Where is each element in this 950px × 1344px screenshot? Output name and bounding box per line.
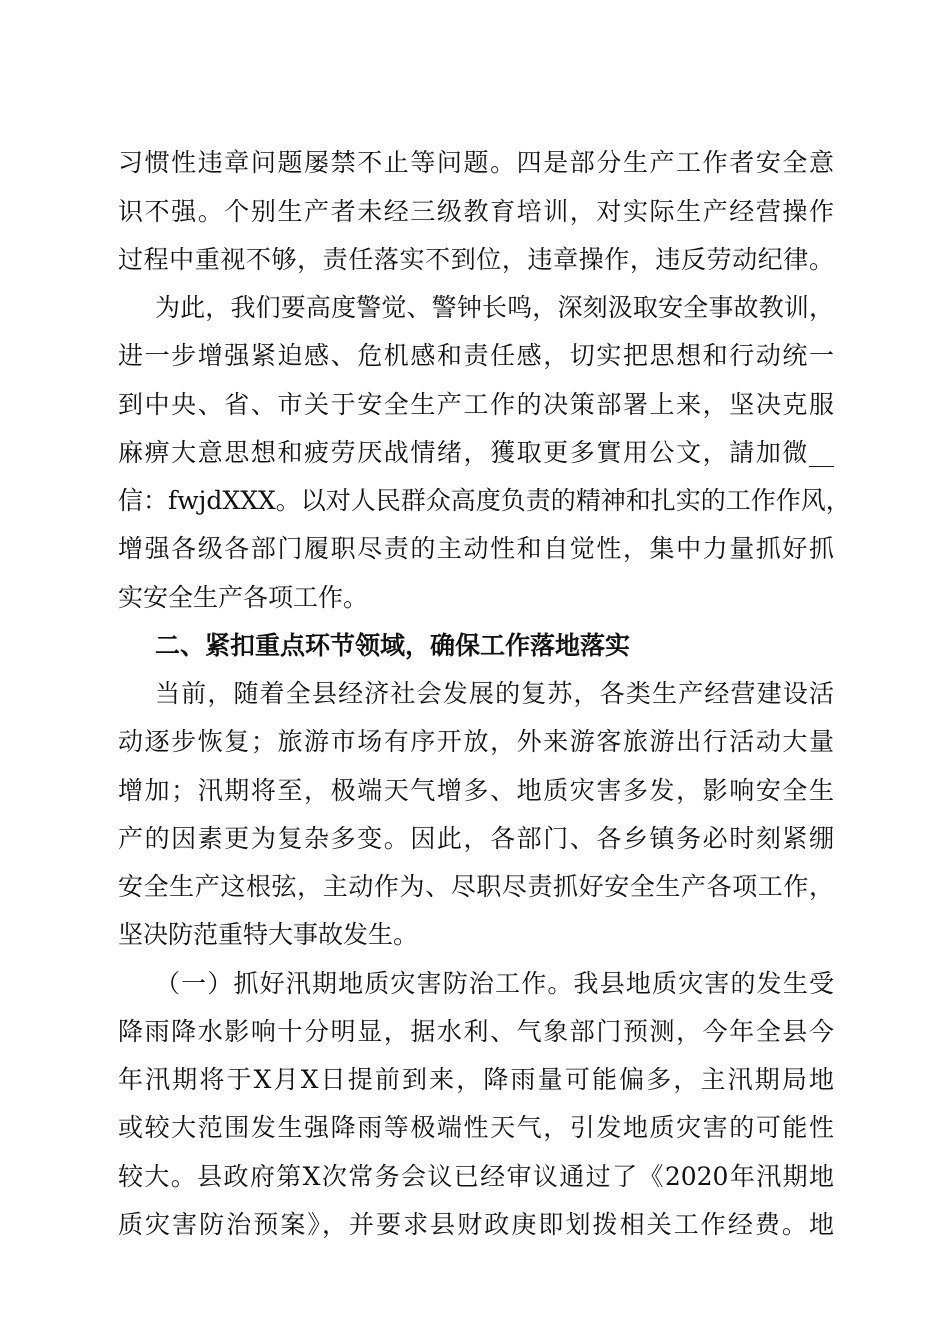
body-line: 质灾害防治预案》，并要求县财政庚即划拨相关工作经费。地 (118, 1210, 834, 1239)
body-line: 较大。县政府第X次常务会议已经审议通过了《2020年汛期地 (118, 1162, 834, 1191)
paragraph-first-line: 为此，我们要高度警觉、警钟长鸣，深刻汲取安全事故教训， (155, 293, 834, 322)
body-line: 到中央、省、市关于安全生产工作的决策部署上来，坚决克服 (118, 390, 834, 419)
section-heading: 二、紧扣重点环节领域，确保工作落地落实 (155, 631, 631, 660)
body-line: 麻痹大意思想和疲劳厌战情绪，獲取更多實用公文，請加微__ (118, 438, 834, 467)
body-line: 或较大范围发生强降雨等极端性天气，引发地质灾害的可能性 (118, 1113, 834, 1142)
body-line: 信：fwjdXXX。以对人民群众高度负责的精神和扎实的工作作风， (118, 486, 851, 515)
paragraph-first-line: （一）抓好汛期地质灾害防治工作。我县地质灾害的发生受 (155, 969, 834, 998)
body-line: 年汛期将于X月X日提前到来，降雨量可能偏多，主汛期局地 (118, 1065, 834, 1094)
body-line: 安全生产这根弦，主动作为、尽职尽责抓好安全生产各项工作， (118, 872, 834, 901)
body-line: 进一步增强紧迫感、危机感和责任感，切实把思想和行动统一 (118, 341, 834, 370)
paragraph-first-line: 当前，随着全县经济社会发展的复苏，各类生产经营建设活 (155, 679, 834, 708)
body-line: 识不强。个别生产者未经三级教育培训，对实际生产经营操作 (118, 197, 834, 226)
body-line: 降雨降水影响十分明显，据水利、气象部门预测，今年全县今 (118, 1017, 834, 1046)
body-line: 增强各级各部门履职尽责的主动性和自觉性，集中力量抓好抓 (118, 534, 834, 563)
body-line: 产的因素更为复杂多变。因此，各部门、各乡镇务必时刻紧绷 (118, 824, 834, 853)
body-line: 坚决防范重特大事故发生。 (118, 920, 419, 949)
body-line: 习惯性违章问题屡禁不止等问题。四是部分生产工作者安全意 (118, 148, 834, 177)
body-line: 动逐步恢复；旅游市场有序开放，外来游客旅游出行活动大量 (118, 727, 834, 756)
body-line: 增加；汛期将至，极端天气增多、地质灾害多发，影响安全生 (118, 776, 834, 805)
body-line: 过程中重视不够，责任落实不到位，违章操作，违反劳动纪律。 (118, 245, 834, 274)
body-line: 实安全生产各项工作。 (118, 583, 369, 612)
